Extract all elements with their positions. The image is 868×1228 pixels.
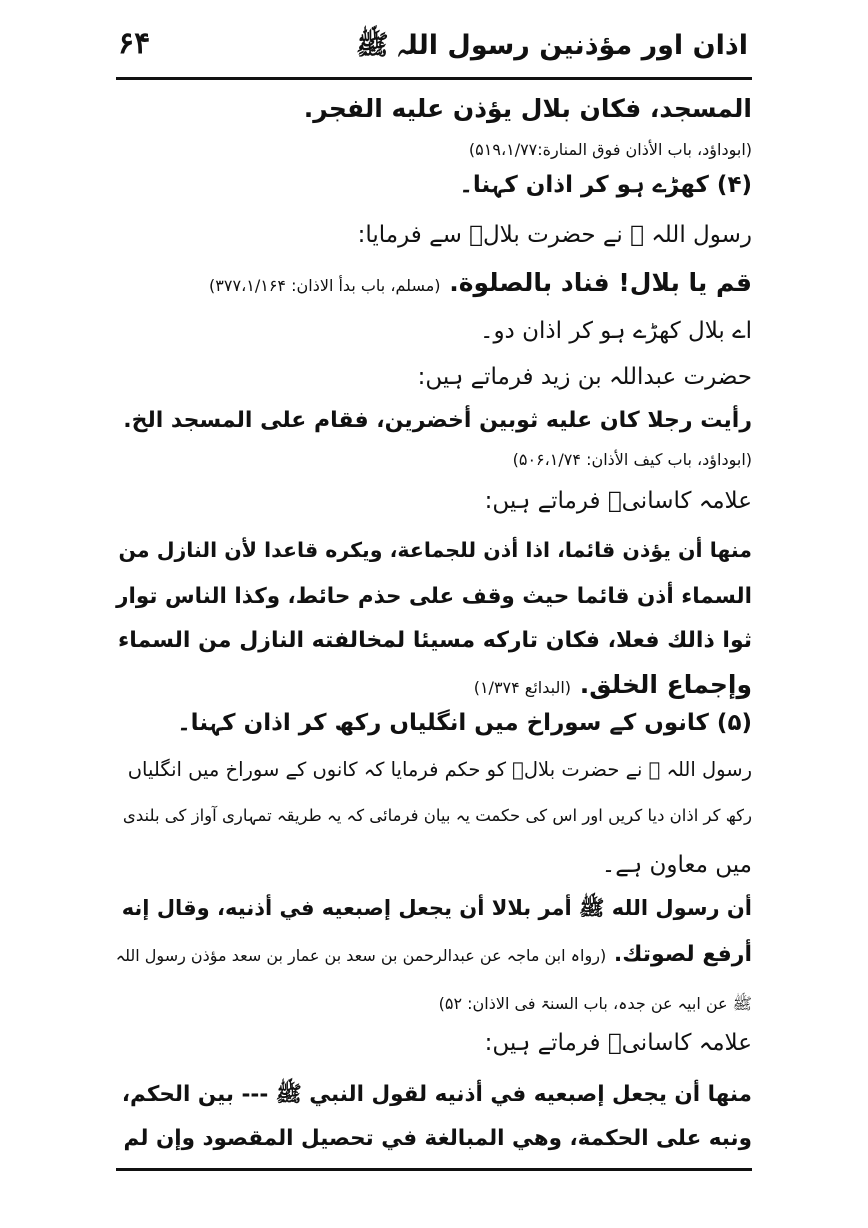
arabic-text-line: السماء أذن قائما حيث وقف على حذم حائط، وكذا الناس توار [116, 584, 752, 609]
urdu-text-line: علامہ کاسانیؒ فرماتے ہیں: [484, 488, 752, 514]
arabic-quote: وإجماع الخلق. [579, 670, 752, 699]
arabic-text-line: منها أن يجعل إصبعيه في أذنيه لقول النبي ﷺ --- بين الحكم، [121, 1082, 752, 1107]
footer-rule [116, 1168, 752, 1171]
reference-citation: (ابوداؤد، باب الأذان فوق المنارة:۵۱۹،۱/۷۷) [468, 140, 752, 159]
arabic-text-line: ثوا ذالك فعلا، فكان تاركه مسيئا لمخالفته النازل من السماء [118, 628, 752, 653]
urdu-text-line: حضرت عبداللہ بن زید فرماتے ہیں: [417, 364, 752, 390]
arabic-text-line: أن رسول الله ﷺ أمر بلالا أن يجعل إصبعيه في أذنيه، وقال إنه [121, 896, 752, 920]
urdu-text-line: علامہ کاسانیؒ فرماتے ہیں: [484, 1030, 752, 1056]
section-heading: (۵) کانوں کے سوراخ میں انگلیاں رکھ کر اذان کہنا۔ [177, 710, 752, 736]
urdu-text-line: رکھ کر اذان دیا کریں اور اس کی حکمت یہ بیان فرمائی کہ یہ طریقہ تمہاری آواز کی بلندی [122, 806, 752, 825]
running-header-title: اذان اور مؤذنین رسول اللہ ﷺ [355, 30, 748, 61]
arabic-text-line [116, 942, 752, 968]
arabic-text-line: ونبه على الحكمة، وهي المبالغة في تحصيل المقصود وإن لم [123, 1126, 752, 1151]
reference-citation: (ابوداؤد، باب كيف الأذان: ۵۰۶،۱/۷۴) [512, 450, 752, 469]
arabic-text-line: منها أن يؤذن قائما، اذا أذن للجماعة، ويكره قاعدا لأن النازل من [118, 538, 752, 562]
reference-citation: (رواہ ابن ماجہ عن عبدالرحمن بن سعد بن عمار بن سعد مؤذن رسول اللہ [115, 946, 607, 965]
reference-citation: (البدائع ۱/۳۷۴) [473, 678, 572, 697]
reference-citation: ﷺ عن ابیہ عن جدہ، باب السنۃ فی الاذان: ۵۲) [438, 994, 752, 1013]
arabic-text-line [209, 268, 752, 298]
page-number: ۶۴ [118, 26, 151, 61]
urdu-translation-line: اے بلال کھڑے ہو کر اذان دو۔ [479, 318, 752, 344]
header-rule [116, 77, 752, 80]
urdu-text-line: رسول اللہ ﷺ نے حضرت بلالؓ سے فرمایا: [357, 222, 752, 248]
section-heading: (۴) کھڑے ہو کر اذان کہنا۔ [459, 172, 752, 198]
arabic-quote: قم يا بلال! فناد بالصلوة. [449, 268, 752, 297]
reference-citation: (مسلم، باب بدأ الاذان: ۳۷۷،۱/۱۶۴) [209, 276, 441, 295]
arabic-text-line: رأيت رجلا كان عليه ثوبين أخضرين، فقام على المسجد الخ. [123, 408, 752, 433]
arabic-text-line: المسجد، فکان بلال يؤذن عليه الفجر. [303, 94, 752, 123]
urdu-text-line: میں معاون ہے۔ [601, 852, 752, 878]
urdu-text-line: رسول اللہ ﷺ نے حضرت بلالؓ کو حکم فرمایا کہ کانوں کے سوراخ میں انگلیاں [127, 758, 752, 781]
arabic-quote: أرفع لصوتك. [613, 942, 752, 967]
arabic-text-line [474, 670, 752, 700]
